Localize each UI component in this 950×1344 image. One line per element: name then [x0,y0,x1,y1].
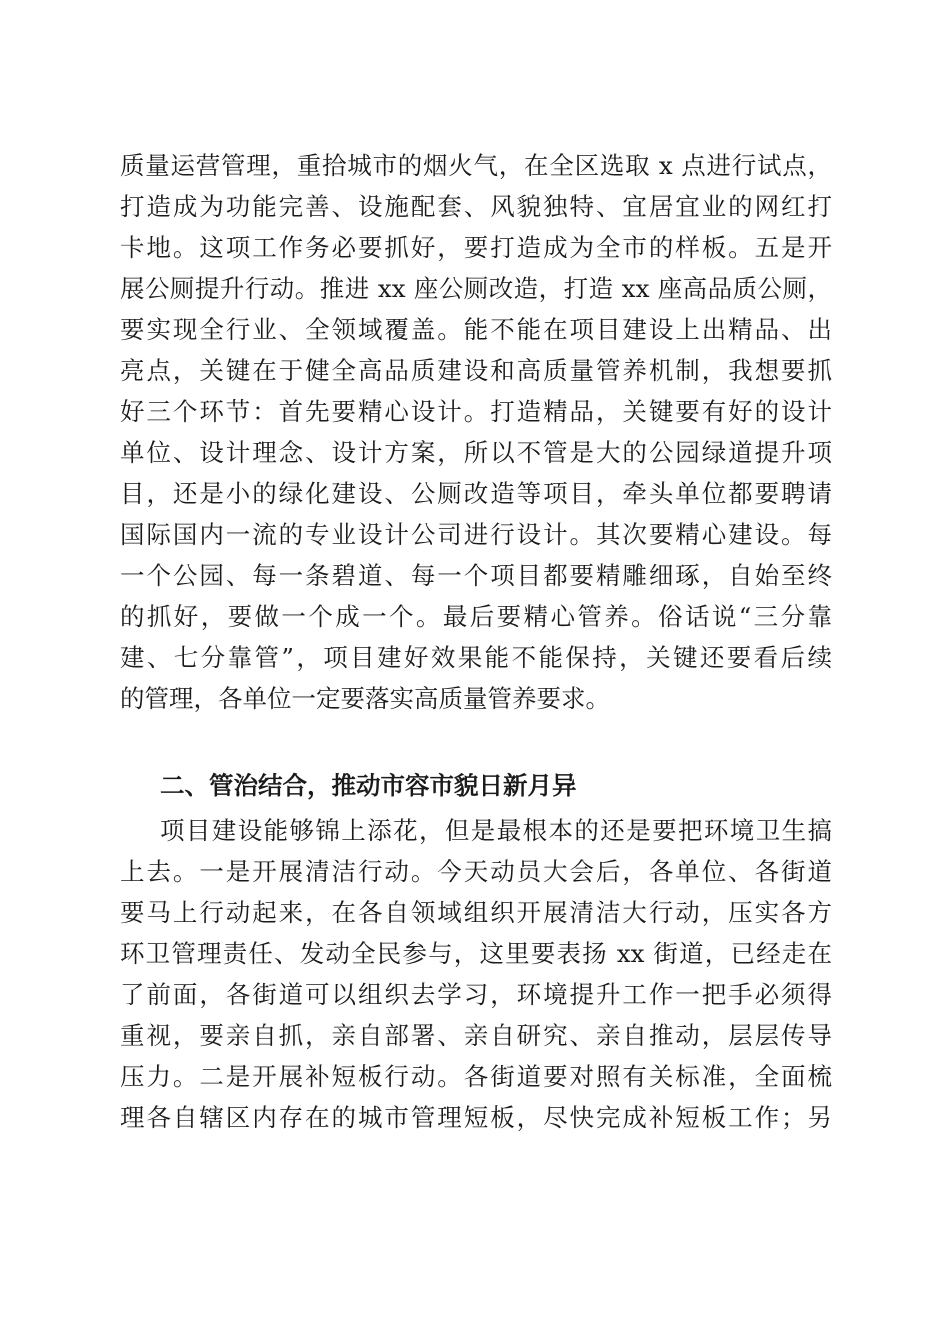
paragraph-line: 上去。一是开展清洁行动。今天动员大会后，各单位、各街道 [120,857,832,886]
paragraph-line: 要马上行动起来，在各自领域组织开展清洁大行动，压实各方 [120,898,832,927]
paragraph-line: 目，还是小的绿化建设、公厕改造等项目，牵头单位都要聘请 [120,479,832,508]
paragraph-line: 了前面，各街道可以组织去学习，环境提升工作一把手必须得 [120,980,832,1009]
paragraph-line: 打造成为功能完善、设施配套、风貌独特、宜居宜业的网红打 [120,192,832,221]
paragraph-1 [120,145,832,719]
paragraph-line: 环卫管理责任、发动全民参与，这里要表扬 xx 街道，已经走在 [120,939,832,968]
paragraph-line: 要实现全行业、全领域覆盖。能不能在项目建设上出精品、出 [120,315,832,344]
paragraph-line: 好三个环节：首先要精心设计。打造精品，关键要有好的设计 [120,397,832,426]
paragraph-line: 质量运营管理，重拾城市的烟火气，在全区选取 x 点进行试点， [120,151,832,180]
paragraph-line: 一个公园、每一条碧道、每一个项目都要精雕细琢，自始至终 [120,561,832,590]
paragraph-line: 单位、设计理念、设计方案，所以不管是大的公园绿道提升项 [120,438,832,467]
paragraph-line: 压力。二是开展补短板行动。各街道要对照有关标准，全面梳 [120,1062,832,1091]
paragraph-2 [120,810,832,1138]
paragraph-line: 建、七分靠管”，项目建好效果能不能保持，关键还要看后续 [120,643,832,672]
paragraph-line: 的管理，各单位一定要落实高质量管养要求。 [120,684,610,713]
paragraph-line: 项目建设能够锦上添花，但是最根本的还是要把环境卫生搞 [160,816,832,845]
paragraph-line: 的抓好，要做一个成一个。最后要精心管养。俗话说“三分靠 [120,602,832,631]
paragraph-line: 亮点，关键在于健全高品质建设和高质量管养机制，我想要抓 [120,356,832,385]
paragraph-line: 国际国内一流的专业设计公司进行设计。其次要精心建设。每 [120,520,832,549]
paragraph-line: 理各自辖区内存在的城市管理短板，尽快完成补短板工作；另 [120,1103,832,1132]
paragraph-line: 展公厕提升行动。推进 xx 座公厕改造，打造 xx 座高品质公厕， [120,274,832,303]
paragraph-line: 重视，要亲自抓，亲自部署、亲自研究、亲自推动，层层传导 [120,1021,832,1050]
section-heading: 二、管治结合，推动市容市貌日新月异 [160,771,577,800]
paragraph-line: 卡地。这项工作务必要抓好，要打造成为全市的样板。五是开 [120,233,832,262]
